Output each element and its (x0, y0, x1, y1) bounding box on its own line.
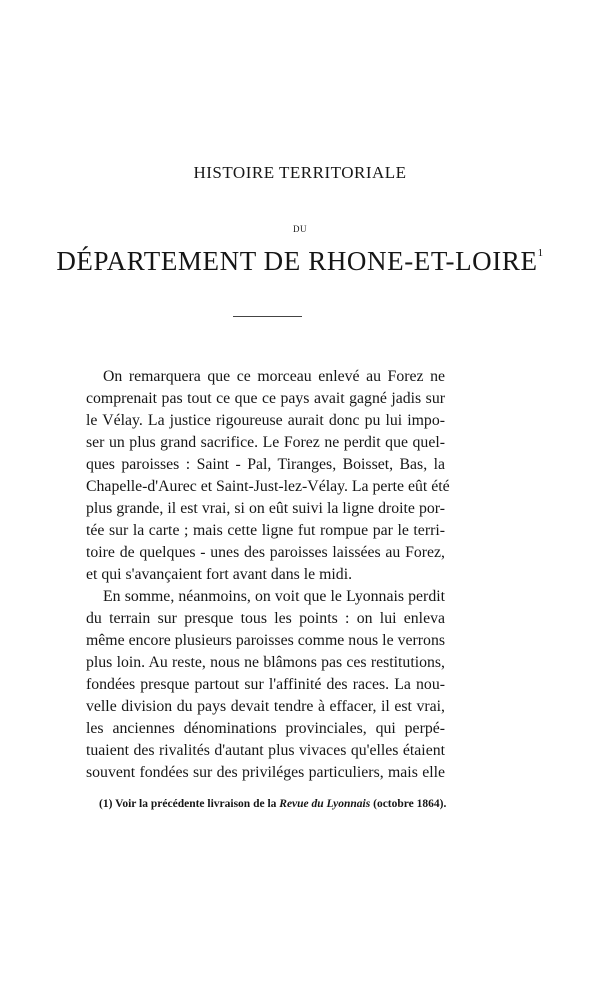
paragraph-line: toire de quelques - unes des paroisses laissées au Forez, (86, 544, 445, 561)
footnote-marker: (1) (99, 798, 113, 810)
paragraph-line: plus grande, il est vrai, si on eût suivi la ligne droite por- (86, 500, 445, 517)
paragraph-line: comprenait pas tout ce que ce pays avait gagné jadis sur (86, 390, 445, 407)
footnote-publication: Revue du Lyonnais (279, 798, 371, 810)
paragraph-line: fondées presque partout sur l'affinité des races. La nou- (86, 676, 445, 693)
footnote-date: (octobre 1864). (373, 798, 447, 810)
main-title-text: DÉPARTEMENT DE RHONE-ET-LOIRE (56, 246, 538, 276)
paragraph-line: souvent fondées sur des priviléges particuliers, mais elle (86, 764, 445, 781)
paragraph-line: plus loin. Au reste, nous ne blâmons pas ces restitutions, (86, 654, 445, 671)
footnote-reference: 1 (537, 247, 544, 259)
footnote (99, 798, 449, 810)
paragraph-line: tuaient des rivalités d'autant plus vivaces qu'elles étaient (86, 742, 445, 759)
main-title (0, 246, 600, 277)
paragraph-line: Chapelle-d'Aurec et Saint-Just-lez-Vélay. La perte eût été (86, 478, 450, 495)
running-title: HISTOIRE TERRITORIALE (193, 163, 407, 182)
title-connector: DU (293, 224, 307, 234)
paragraph-line: le Vélay. La justice rigoureuse aurait donc pu lui impo- (86, 412, 445, 429)
paragraph-line: les anciennes dénominations provinciales, qui perpé- (86, 720, 445, 737)
paragraph-line: ques paroisses : Saint - Pal, Tiranges, Boisset, Bas, la (86, 456, 445, 473)
paragraph-line: du terrain sur presque tous les points : on lui enleva (86, 610, 445, 627)
paragraph-line: tée sur la carte ; mais cette ligne fut rompue par le terri- (86, 522, 445, 539)
paragraph-line: et qui s'avançaient fort avant dans le midi. (86, 566, 353, 583)
footnote-text: Voir la précédente livraison de la (115, 798, 277, 810)
paragraph-line: On remarquera que ce morceau enlevé au Forez ne (103, 368, 445, 385)
paragraph-line: ser un plus grand sacrifice. Le Forez ne perdit que quel- (86, 434, 445, 451)
title-divider (233, 316, 302, 317)
paragraph-line: velle division du pays devait tendre à effacer, il est vrai, (86, 698, 445, 715)
paragraph-line: même encore plusieurs paroisses comme nous le verrons (86, 632, 445, 649)
paragraph-line: En somme, néanmoins, on voit que le Lyonnais perdit (103, 588, 445, 605)
